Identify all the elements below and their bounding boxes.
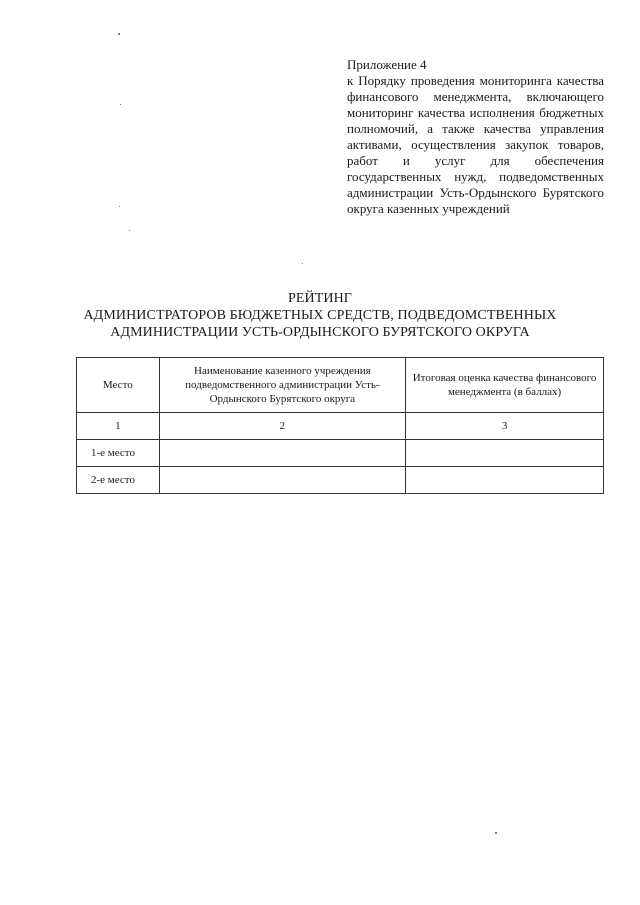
- scan-speck: [118, 33, 120, 35]
- column-number-3: 3: [406, 413, 604, 440]
- row-score: [406, 440, 604, 467]
- appendix-text: к Порядку проведения мониторинга качества финансового менеджмента, включающего мониторинг качества исполнения бюджетных полномочий, а также качества управления активами, осуществления закупок товаров, работ и услуг для обеспечения государственных нужд, подведомственных администрации Усть-Ордынского Бурятского округа казенных учреждений: [347, 73, 604, 216]
- table-row: [77, 440, 604, 467]
- rating-table: [76, 357, 604, 494]
- row-institution-name: [159, 467, 406, 494]
- table-header-row: [77, 358, 604, 413]
- table-row: [77, 467, 604, 494]
- column-number-row: [77, 413, 604, 440]
- appendix-title: Приложение 4: [347, 57, 427, 72]
- row-score: [406, 467, 604, 494]
- header-institution-name: Наименование казенного учреждения подведомственного администрации Усть-Ордынского Бурятского округа: [159, 358, 406, 413]
- document-heading: [40, 290, 600, 341]
- appendix-block: [347, 57, 604, 217]
- scan-speck: [495, 832, 497, 834]
- scan-speck: [302, 263, 303, 264]
- heading-line-2: АДМИНИСТРАТОРОВ БЮДЖЕТНЫХ СРЕДСТВ, ПОДВЕДОМСТВЕННЫХ: [83, 308, 557, 323]
- row-place: 1-е место: [77, 440, 160, 467]
- column-number-2: 2: [159, 413, 406, 440]
- column-number-1: 1: [77, 413, 160, 440]
- heading-line-3: АДМИНИСТРАЦИИ УСТЬ-ОРДЫНСКОГО БУРЯТСКОГО ОКРУГА: [110, 325, 530, 340]
- scan-speck: [129, 230, 130, 231]
- row-institution-name: [159, 440, 406, 467]
- row-place: 2-е место: [77, 467, 160, 494]
- header-score: Итоговая оценка качества финансового менеджмента (в баллах): [406, 358, 604, 413]
- heading-line-1: РЕЙТИНГ: [287, 291, 352, 306]
- scan-speck: [119, 206, 120, 207]
- scan-speck: [120, 104, 121, 105]
- header-place: Место: [77, 358, 160, 413]
